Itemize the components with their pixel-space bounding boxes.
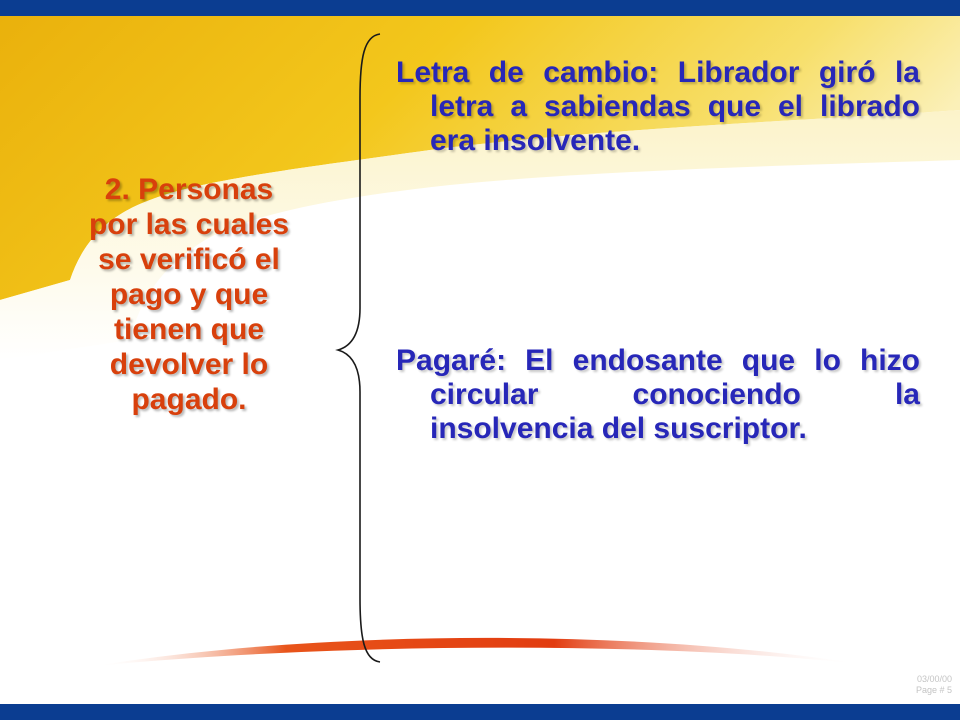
curly-brace bbox=[330, 28, 390, 668]
top-bar bbox=[0, 0, 960, 16]
footer-date: 03/00/00 bbox=[916, 674, 952, 684]
bottom-bar bbox=[0, 704, 960, 720]
pagare-text: Pagaré: El endosante que lo hizo circular conociendo la insolvencia del suscriptor. bbox=[396, 344, 920, 445]
slide-footer bbox=[916, 674, 952, 696]
letra-de-cambio-text: Letra de cambio: Librador giró la letra a sabiendas que el librado era insolvente. bbox=[396, 56, 920, 157]
left-heading: 2. Personas por las cuales se verificó el pago y que tienen que devolver lo pagado. bbox=[88, 173, 290, 416]
pagare-paragraph bbox=[396, 344, 920, 446]
letra-de-cambio-paragraph bbox=[396, 56, 920, 158]
footer-page-number: Page # 5 bbox=[915, 685, 952, 695]
